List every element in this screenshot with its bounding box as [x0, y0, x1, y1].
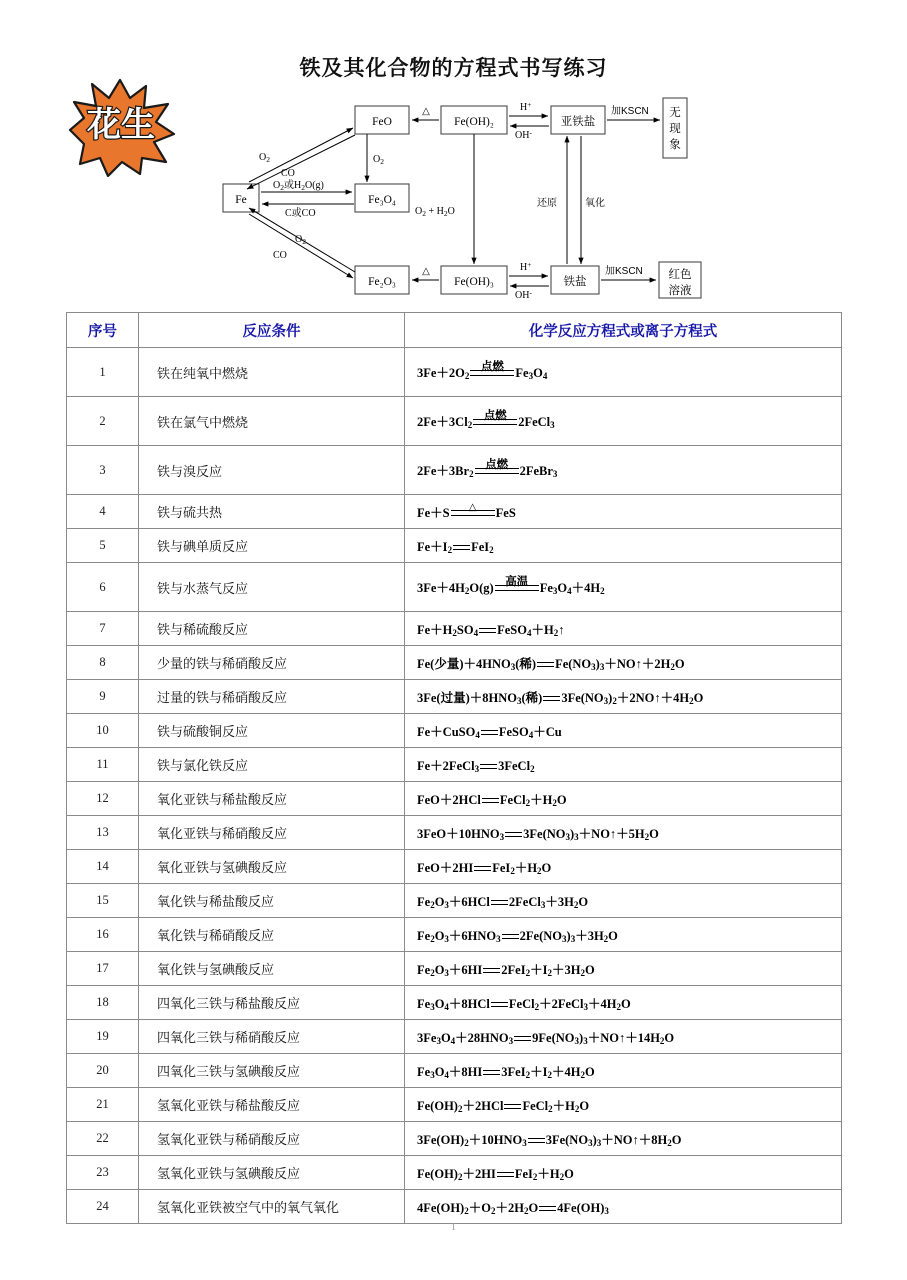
cell-reaction-condition: 氢氧化亚铁与稀盐酸反应	[139, 1088, 405, 1122]
equals-sign	[479, 625, 496, 637]
cell-equation	[405, 495, 842, 529]
equation-text: $3FeO+10HNO_3$ $3Fe(NO_3)_3+NO↑+5H_2O$	[417, 826, 659, 842]
cell-row-number: 17	[67, 952, 139, 986]
cell-row-number: 10	[67, 714, 139, 748]
cell-row-number: 16	[67, 918, 139, 952]
cell-row-number: 7	[67, 612, 139, 646]
equals-sign	[480, 761, 497, 773]
equations-table	[66, 312, 842, 1224]
cell-reaction-condition: 铁与硫酸铜反应	[139, 714, 405, 748]
cell-row-number: 22	[67, 1122, 139, 1156]
equation-text: $Fe_2O_3+6HI$ $2FeI_2+I_2+3H_2O$	[417, 962, 595, 978]
cell-reaction-condition: 少量的铁与稀硝酸反应	[139, 646, 405, 680]
column-header-no: 序号	[67, 313, 139, 348]
table-row	[67, 1088, 842, 1122]
column-header-equation: 化学反应方程式或离子方程式	[405, 313, 842, 348]
diagram-arrow-label-o2-feo-fe3o4: $O_2$	[373, 154, 384, 166]
cell-equation	[405, 529, 842, 563]
equation-text: Fe＋CuSO$_4$ FeSO$_4$＋Cu	[417, 724, 562, 740]
cell-reaction-condition: 氧化亚铁与氢碘酸反应	[139, 850, 405, 884]
equals-sign	[505, 829, 522, 841]
cell-row-number: 24	[67, 1190, 139, 1224]
cell-equation	[405, 680, 842, 714]
cell-equation	[405, 850, 842, 884]
diagram-label-yatieyan: 亚铁盐	[560, 116, 596, 128]
table-header	[67, 313, 842, 348]
table-row	[67, 1054, 842, 1088]
equals-sign	[491, 897, 508, 909]
equation-text: $3Fe_3O_4+28HNO_3$ $9Fe(NO_3)_3+NO↑+14H_2O$	[417, 1030, 675, 1046]
cell-reaction-condition: 氧化亚铁与稀硝酸反应	[139, 816, 405, 850]
table-row	[67, 1020, 842, 1054]
peanut-logo-icon	[62, 78, 180, 178]
equation-text: $2Fe+3Cl_2$ 点燃 2FeCl$_3$	[417, 409, 555, 430]
equals-sign	[482, 795, 499, 807]
reaction-arrow	[451, 501, 495, 520]
cell-equation	[405, 816, 842, 850]
reaction-bar	[451, 510, 495, 516]
equation-text: $Fe(OH)_2+2HCl$ $FeCl_2+H_2O$	[417, 1098, 590, 1114]
reaction-arrow	[473, 409, 517, 430]
svg-text:象: 象	[669, 139, 681, 151]
cell-reaction-condition: 氢氧化亚铁与稀硝酸反应	[139, 1122, 405, 1156]
diagram-arrow-label-delta-bottom: △	[422, 266, 430, 277]
diagram-label-fe2o3: Fe₂O₃	[368, 276, 396, 288]
diagram-arrow-label-yanghua: 氧化	[585, 198, 605, 209]
table-row	[67, 612, 842, 646]
table-row	[67, 714, 842, 748]
cell-row-number: 23	[67, 1156, 139, 1190]
reaction-arrow	[475, 458, 519, 479]
cell-reaction-condition: 氢氧化亚铁被空气中的氧气氧化	[139, 1190, 405, 1224]
table-row	[67, 529, 842, 563]
cell-reaction-condition: 四氧化三铁与稀硝酸反应	[139, 1020, 405, 1054]
table-row	[67, 782, 842, 816]
cell-row-number: 1	[67, 348, 139, 397]
equals-sign	[502, 931, 519, 943]
diagram-arrow-label-h-plus-top: H+	[520, 100, 532, 113]
equation-text: FeO＋2HI $FeI_2+H_2O$	[417, 860, 552, 876]
diagram-arrow-label-o2-lower: $O_2$	[295, 234, 306, 246]
cell-reaction-condition: 铁与碘单质反应	[139, 529, 405, 563]
cell-equation	[405, 714, 842, 748]
table-row	[67, 680, 842, 714]
cell-row-number: 4	[67, 495, 139, 529]
equals-sign	[528, 1135, 545, 1147]
table-row	[67, 748, 842, 782]
diagram-label-feoh2: Fe(OH)₂	[454, 116, 494, 128]
cell-row-number: 20	[67, 1054, 139, 1088]
cell-reaction-condition: 氧化铁与氢碘酸反应	[139, 952, 405, 986]
equation-text: $Fe_2O_3+6HCl$ $2FeCl_3+3H_2O$	[417, 894, 589, 910]
equation-text: Fe(少量)$+4HNO_3$(稀) $Fe(NO_3)_3+NO↑+2H_2O$	[417, 656, 685, 672]
cell-equation	[405, 646, 842, 680]
table-row	[67, 850, 842, 884]
equation-text: Fe＋2FeCl$_3$ 3FeCl$_2$	[417, 758, 535, 774]
equals-sign	[483, 1067, 500, 1079]
equation-text: $4Fe(OH)_2+O_2+2H_2O$ $4Fe(OH)_3$	[417, 1200, 609, 1216]
diagram-arrow-label-h-plus-bottom: H+	[520, 260, 532, 273]
diagram-arrow-label-o2-or-h2og: $O_2$或$H_2O(g)$	[273, 180, 324, 192]
reaction-arrow	[470, 360, 514, 381]
page-number: 1	[451, 1222, 456, 1233]
table-row	[67, 646, 842, 680]
svg-text:红色: 红色	[668, 269, 692, 281]
table-row	[67, 348, 842, 397]
logo-text: 花生	[87, 106, 155, 144]
diagram-label-fe3o4: Fe₃O₄	[368, 194, 396, 206]
equation-text: Fe＋S △ FeS	[417, 501, 516, 520]
diagram-arrow-label-o2-upper: $O_2$	[259, 152, 270, 164]
cell-reaction-condition: 氧化铁与稀硝酸反应	[139, 918, 405, 952]
equals-sign	[453, 542, 470, 554]
cell-equation	[405, 1054, 842, 1088]
cell-reaction-condition: 氧化铁与稀盐酸反应	[139, 884, 405, 918]
reaction-bar	[495, 585, 539, 591]
diagram-label-wuxianxiang	[669, 106, 681, 151]
diagram-arrow-label-c-or-co: C或CO	[285, 208, 316, 219]
cell-equation	[405, 612, 842, 646]
reaction-bar	[473, 419, 517, 425]
reaction-condition-label: 高温	[505, 575, 529, 588]
cell-row-number: 3	[67, 446, 139, 495]
cell-equation	[405, 1190, 842, 1224]
cell-equation	[405, 1156, 842, 1190]
cell-row-number: 14	[67, 850, 139, 884]
equals-sign	[504, 1101, 521, 1113]
cell-equation	[405, 748, 842, 782]
cell-row-number: 8	[67, 646, 139, 680]
svg-text:现: 现	[669, 123, 681, 135]
equation-text: $3Fe+2O_2$ 点燃 $Fe_3O_4$	[417, 360, 548, 381]
table-row	[67, 816, 842, 850]
equation-text: $3Fe(OH)_2+10HNO_3$ $3Fe(NO_3)_3+NO↑+8H_2O$	[417, 1132, 682, 1148]
reaction-condition-label: 点燃	[485, 458, 509, 471]
cell-equation	[405, 986, 842, 1020]
cell-reaction-condition: 四氧化三铁与稀盐酸反应	[139, 986, 405, 1020]
table-row	[67, 563, 842, 612]
svg-text:溶液: 溶液	[668, 285, 692, 297]
equals-sign	[483, 965, 500, 977]
equation-text: $Fe_3O_4+8HI$ $3FeI_2+I_2+4H_2O$	[417, 1064, 595, 1080]
cell-equation	[405, 563, 842, 612]
equals-sign	[474, 863, 491, 875]
equals-sign	[537, 659, 554, 671]
equals-sign	[543, 693, 560, 705]
cell-reaction-condition: 四氧化三铁与氢碘酸反应	[139, 1054, 405, 1088]
cell-row-number: 2	[67, 397, 139, 446]
diagram-arrow-label-kscn-bottom: 加KSCN	[605, 266, 643, 277]
diagram-label-feoh3: Fe(OH)₃	[454, 276, 494, 288]
equation-text: $2Fe+3Br_2$ 点燃 2FeBr$_3$	[417, 458, 558, 479]
cell-equation	[405, 952, 842, 986]
cell-equation	[405, 1088, 842, 1122]
equals-sign	[497, 1169, 514, 1181]
iron-compounds-flow-diagram	[215, 92, 725, 310]
cell-reaction-condition: 氢氧化亚铁与氢碘酸反应	[139, 1156, 405, 1190]
table-row	[67, 884, 842, 918]
table-row	[67, 986, 842, 1020]
brand-logo	[62, 78, 180, 178]
cell-equation	[405, 782, 842, 816]
equation-text: $Fe(OH)_2+2HI$ $FeI_2+H_2O$	[417, 1166, 574, 1182]
diagram-arrow-label-kscn-top: 加KSCN	[611, 106, 649, 117]
cell-reaction-condition: 铁与硫共热	[139, 495, 405, 529]
table-row	[67, 397, 842, 446]
equation-text: $Fe+I_2$ FeI$_2$	[417, 539, 494, 555]
page-title: 铁及其化合物的方程式书写练习	[299, 57, 608, 80]
cell-row-number: 5	[67, 529, 139, 563]
cell-row-number: 11	[67, 748, 139, 782]
table-row	[67, 918, 842, 952]
diagram-arrow-label-oh-minus-top: OH-	[515, 128, 532, 141]
reaction-bar	[475, 468, 519, 474]
cell-equation	[405, 918, 842, 952]
column-header-condition: 反应条件	[139, 313, 405, 348]
reaction-condition-label: 点燃	[483, 409, 507, 422]
table-row	[67, 1190, 842, 1224]
cell-row-number: 6	[67, 563, 139, 612]
diagram-arrow-label-co-upper: CO	[281, 168, 295, 179]
diagram-arrow-label-huanyuan: 还原	[537, 198, 557, 209]
cell-row-number: 13	[67, 816, 139, 850]
equation-text: FeO＋2HCl $FeCl_2+H_2O$	[417, 792, 567, 808]
cell-reaction-condition: 铁在纯氧中燃烧	[139, 348, 405, 397]
cell-reaction-condition: 铁与溴反应	[139, 446, 405, 495]
table-row	[67, 446, 842, 495]
cell-row-number: 12	[67, 782, 139, 816]
diagram-label-fe: Fe	[235, 194, 247, 206]
equation-text: 3Fe(过量)$+8HNO_3$(稀) $3Fe(NO_3)_2+2NO↑+4H_2O$	[417, 690, 704, 706]
equation-text: $Fe+H_2SO_4$ $FeSO_4+H_2↑$	[417, 622, 565, 638]
reaction-condition-label: 点燃	[480, 360, 504, 373]
cell-reaction-condition: 铁与稀硫酸反应	[139, 612, 405, 646]
cell-row-number: 18	[67, 986, 139, 1020]
table-row	[67, 1156, 842, 1190]
table-body	[67, 348, 842, 1224]
svg-text:无: 无	[669, 107, 681, 119]
cell-row-number: 9	[67, 680, 139, 714]
equation-text: $Fe_3O_4+8HCl$ $FeCl_2+2FeCl_3+4H_2O$	[417, 996, 631, 1012]
table-row	[67, 1122, 842, 1156]
diagram-arrow-label-oh-minus-bottom: OH-	[515, 288, 532, 301]
cell-equation	[405, 884, 842, 918]
cell-equation	[405, 446, 842, 495]
cell-equation	[405, 348, 842, 397]
equals-sign	[491, 999, 508, 1011]
cell-equation	[405, 1122, 842, 1156]
equation-text: $Fe_2O_3+6HNO_3$ $2Fe(NO_3)_3+3H_2O$	[417, 928, 618, 944]
table-row	[67, 495, 842, 529]
cell-reaction-condition: 铁在氯气中燃烧	[139, 397, 405, 446]
equals-sign	[539, 1203, 556, 1215]
diagram-arrow-label-delta-top: △	[422, 106, 430, 117]
diagram-label-feo: FeO	[372, 116, 392, 128]
cell-row-number: 15	[67, 884, 139, 918]
cell-equation	[405, 1020, 842, 1054]
cell-row-number: 21	[67, 1088, 139, 1122]
diagram-arrow-label-o2-h2o: $O_2 + H_2O$	[415, 206, 455, 218]
cell-reaction-condition: 氧化亚铁与稀盐酸反应	[139, 782, 405, 816]
cell-equation	[405, 397, 842, 446]
diagram-label-tieyan: 铁盐	[563, 276, 587, 288]
diagram-arrow-label-co-lower: CO	[273, 250, 287, 261]
equals-sign	[514, 1033, 531, 1045]
cell-reaction-condition: 过量的铁与稀硝酸反应	[139, 680, 405, 714]
cell-reaction-condition: 铁与水蒸气反应	[139, 563, 405, 612]
reaction-bar	[470, 370, 514, 376]
table-row	[67, 952, 842, 986]
reaction-condition-label: △	[468, 501, 477, 513]
equation-text: $3Fe+4H_2O(g)$ 高温 $Fe_3O_4+4H_2$	[417, 575, 605, 596]
reaction-arrow	[495, 575, 539, 596]
cell-reaction-condition: 铁与氯化铁反应	[139, 748, 405, 782]
equals-sign	[481, 727, 498, 739]
cell-row-number: 19	[67, 1020, 139, 1054]
